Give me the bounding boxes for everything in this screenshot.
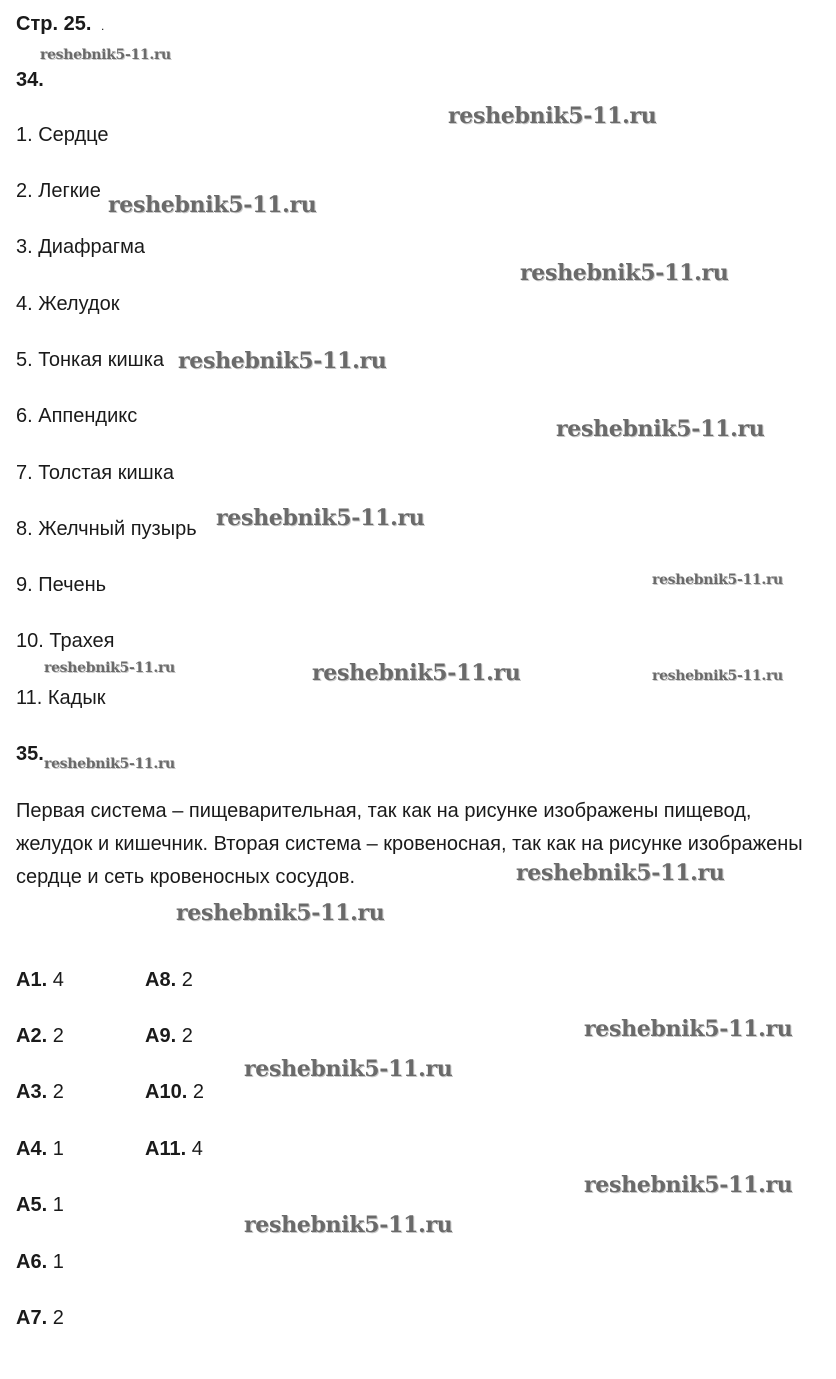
page-title [16, 12, 104, 38]
answer-value: 2 [52, 1081, 64, 1103]
answer-value: 2 [52, 1025, 64, 1047]
answer-value: 4 [52, 969, 64, 991]
answer-label: A4. [16, 1138, 48, 1160]
answer-label: A10. [145, 1081, 188, 1103]
answer-value: 1 [52, 1194, 64, 1216]
answer-value: 2 [181, 969, 193, 991]
answer-a9 [145, 1024, 193, 1048]
watermark: reshebnik5-11.ru [176, 900, 385, 926]
watermark: reshebnik5-11.ru [244, 1212, 453, 1238]
task-34-item-5: 5. Тонкая кишка [16, 349, 165, 371]
watermark: reshebnik5-11.ru [652, 668, 783, 684]
task-34-item-3: 3. Диафрагма [16, 236, 145, 258]
answer-a2 [16, 1024, 64, 1048]
answer-value: 4 [191, 1138, 203, 1160]
watermark: reshebnik5-11.ru [108, 192, 317, 218]
task-34-item-11: 11. Кадык [16, 687, 106, 709]
answer-label: A2. [16, 1025, 48, 1047]
task-34-item-9: 9. Печень [16, 574, 107, 596]
answer-label: A9. [145, 1025, 177, 1047]
answer-a1 [16, 968, 64, 992]
answer-value: 2 [52, 1307, 64, 1329]
task-34-item-8: 8. Желчный пузырь [16, 518, 197, 540]
answer-a6 [16, 1250, 64, 1274]
answer-value: 1 [52, 1251, 64, 1273]
task-34-item-2: 2. Легкие [16, 180, 101, 202]
answer-label: A5. [16, 1194, 48, 1216]
answer-a11 [145, 1137, 203, 1161]
answer-label: A6. [16, 1251, 48, 1273]
watermark: reshebnik5-11.ru [312, 660, 521, 686]
answer-value: 2 [192, 1081, 204, 1103]
task-34-item-6: 6. Аппендикс [16, 405, 138, 427]
page-title-mark: . [100, 19, 105, 33]
answer-a10 [145, 1080, 204, 1104]
answer-label: A8. [145, 969, 177, 991]
task-35-number: 35. [16, 743, 44, 765]
watermark: reshebnik5-11.ru [244, 1056, 453, 1082]
task-35-paragraph: Первая система – пищеварительная, так как на рисунке изображены пищевод, желудок и кишечник. Вторая система – кровеносная, так как на рисунке изображены сердце и сеть кровеносных сосудов. [16, 800, 803, 888]
answer-label: A3. [16, 1081, 48, 1103]
answer-a5 [16, 1193, 64, 1217]
answer-a4 [16, 1137, 64, 1161]
watermark: reshebnik5-11.ru [178, 348, 387, 374]
watermark: reshebnik5-11.ru [44, 660, 175, 676]
watermark: reshebnik5-11.ru [556, 416, 765, 442]
watermark: reshebnik5-11.ru [448, 103, 657, 129]
answer-label: A7. [16, 1307, 48, 1329]
answer-a8 [145, 968, 193, 992]
watermark: reshebnik5-11.ru [44, 756, 175, 772]
watermark: reshebnik5-11.ru [40, 47, 171, 63]
answer-a7 [16, 1306, 64, 1330]
answer-label: A11. [145, 1138, 187, 1160]
watermark: reshebnik5-11.ru [216, 505, 425, 531]
answer-value: 1 [52, 1138, 64, 1160]
page-title-text: Стр. 25. [16, 13, 92, 35]
watermark: reshebnik5-11.ru [652, 572, 783, 588]
task-34-item-7: 7. Толстая кишка [16, 462, 174, 484]
task-34-item-10: 10. Трахея [16, 630, 115, 652]
watermark: reshebnik5-11.ru [520, 260, 729, 286]
task-34-number: 34. [16, 69, 44, 91]
answer-a3 [16, 1080, 64, 1104]
task-34-item-1: 1. Сердце [16, 124, 109, 146]
watermark: reshebnik5-11.ru [516, 860, 725, 886]
answer-value: 2 [181, 1025, 193, 1047]
watermark: reshebnik5-11.ru [584, 1172, 793, 1198]
task-34-item-4: 4. Желудок [16, 293, 120, 315]
watermark: reshebnik5-11.ru [584, 1016, 793, 1042]
answer-label: A1. [16, 969, 48, 991]
